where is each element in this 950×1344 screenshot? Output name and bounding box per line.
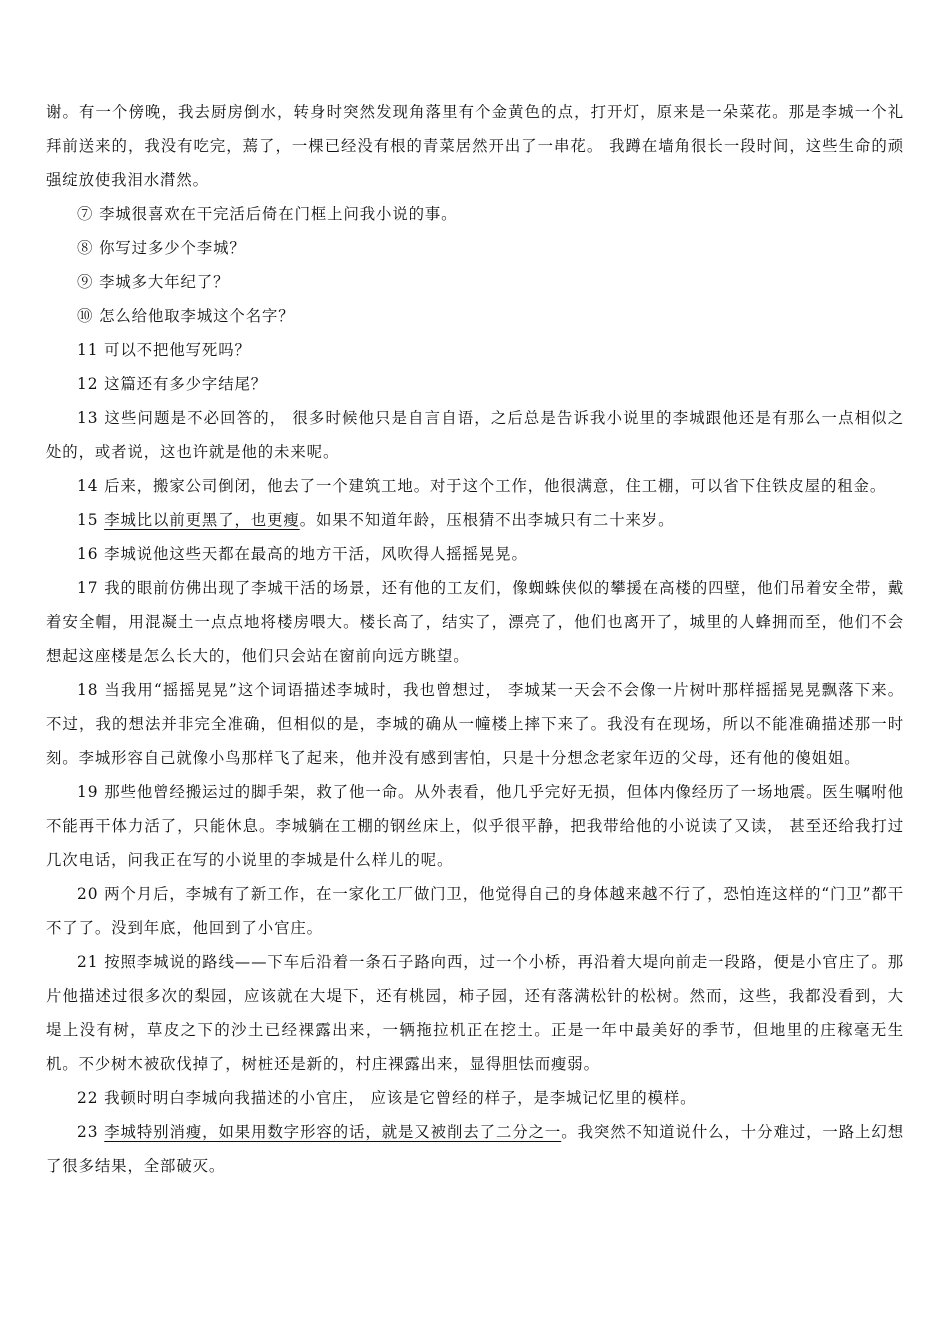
paragraph-10 — [46, 503, 904, 537]
paragraph-text: 12 这篇还有多少字结尾？ — [77, 375, 268, 393]
document-body — [46, 95, 904, 1183]
paragraph-6 — [46, 333, 904, 367]
paragraph-text: 16 李城说他这些天都在最高的地方干活，风吹得人摇摇晃晃。 — [77, 545, 528, 563]
underlined-text: 李城比以前更黑了，也更瘦 — [104, 511, 300, 529]
paragraph-text: 22 我顿时明白李城向我描述的小官庄， 应该是它曾经的样子，是李城记忆里的模样。 — [77, 1089, 697, 1107]
paragraph-text: 11 可以不把他写死吗？ — [77, 341, 251, 359]
paragraph-text: 17 我的眼前仿佛出现了李城干活的场景，还有他的工友们，像蜘蛛侠似的攀援在高楼的四壁，他们吊着安全带，戴着安全帽，用混凝土一点点地将楼房喂大。楼长高了，结实了，漂亮了，他们也离开了，城里的人蜂拥而至，他们不会想起这座楼是怎么长大的，他们只会站在窗前向远方眺望。 — [46, 579, 904, 665]
paragraph-5 — [46, 299, 904, 333]
paragraph-text: 13 这些问题是不必回答的， 很多时候他只是自言自语，之后总是告诉我小说里的李城跟他还是有那么一点相似之处的，或者说，这也许就是他的未来呢。 — [46, 409, 904, 461]
paragraph-text: 15 — [77, 511, 105, 529]
paragraph-11 — [46, 537, 904, 571]
paragraph-7 — [46, 367, 904, 401]
paragraph-17 — [46, 1081, 904, 1115]
paragraph-text: ⑧ 你写过多少个李城？ — [77, 239, 246, 257]
paragraph-text: 。如果不知道年龄，压根猜不出李城只有二十来岁。 — [299, 511, 675, 529]
paragraph-9 — [46, 469, 904, 503]
paragraph-18 — [46, 1115, 904, 1183]
underlined-text: 李城特别消瘦，如果用数字形容的话，就是又被削去了二分之一 — [104, 1123, 562, 1141]
paragraph-16 — [46, 945, 904, 1081]
paragraph-text: 21 按照李城说的路线——下车后沿着一条石子路向西，过一个小桥，再沿着大堤向前走一段路，便是小官庄了。那片他描述过很多次的梨园，应该就在大堤下，还有桃园，柿子园，还有落满松针的松树。然而，这些，我都没看到，大堤上没有树，草皮之下的沙土已经裸露出来，一辆拖拉机正在挖土。正是一年中最美好的季节，但地里的庄稼毫无生机。不少树木被砍伐掉了，树桩还是新的，村庄裸露出来，显得胆怯而瘦弱。 — [46, 953, 904, 1073]
paragraph-14 — [46, 775, 904, 877]
paragraph-text: 20 两个月后，李城有了新工作，在一家化工厂做门卫，他觉得自己的身体越来越不行了，恐怕连这样的“门卫”都干不了了。没到年底，他回到了小官庄。 — [46, 885, 904, 937]
paragraph-text: ⑩ 怎么给他取李城这个名字？ — [77, 307, 295, 325]
paragraph-text: 谢。有一个傍晚，我去厨房倒水，转身时突然发现角落里有个金黄色的点，打开灯，原来是一朵菜花。那是李城一个礼拜前送来的，我没有吃完，蔫了，一棵已经没有根的青菜居然开出了一串花。 我蹲在墙角很长一段时间，这些生命的顽强绽放使我泪水潸然。 — [46, 103, 904, 189]
paragraph-15 — [46, 877, 904, 945]
paragraph-text: 19 那些他曾经搬运过的脚手架，救了他一命。从外表看，他几乎完好无损，但体内像经历了一场地震。医生嘱咐他不能再干体力活了，只能休息。李城躺在工棚的钢丝床上，似乎很平静，把我带给他的小说读了又读， 甚至还给我打过几次电话，问我正在写的小说里的李城是什么样儿的呢。 — [46, 783, 904, 869]
paragraph-4 — [46, 265, 904, 299]
paragraph-text: 。我突然不知道说什么，十分难过，一路上幻想了很多结果，全部破灭。 — [46, 1123, 904, 1175]
paragraph-text: 23 — [77, 1123, 105, 1141]
paragraph-12 — [46, 571, 904, 673]
paragraph-3 — [46, 231, 904, 265]
paragraph-8 — [46, 401, 904, 469]
paragraph-13 — [46, 673, 904, 775]
paragraph-2 — [46, 197, 904, 231]
paragraph-1 — [46, 95, 904, 197]
paragraph-text: 18 当我用“摇摇晃晃”这个词语描述李城时，我也曾想过， 李城某一天会不会像一片树叶那样摇摇晃晃飘落下来。不过，我的想法并非完全准确，但相似的是，李城的确从一幢楼上摔下来了。我没有在现场，所以不能准确描述那一时刻。李城形容自己就像小鸟那样飞了起来，他并没有感到害怕，只是十分想念老家年迈的父母，还有他的傻姐姐。 — [46, 681, 904, 767]
paragraph-text: ⑨ 李城多大年纪了？ — [77, 273, 230, 291]
paragraph-text: 14 后来，搬家公司倒闭，他去了一个建筑工地。对于这个工作，他很满意，住工棚，可以省下住铁皮屋的租金。 — [77, 477, 887, 495]
paragraph-text: ⑦ 李城很喜欢在干完活后倚在门框上问我小说的事。 — [77, 205, 458, 223]
